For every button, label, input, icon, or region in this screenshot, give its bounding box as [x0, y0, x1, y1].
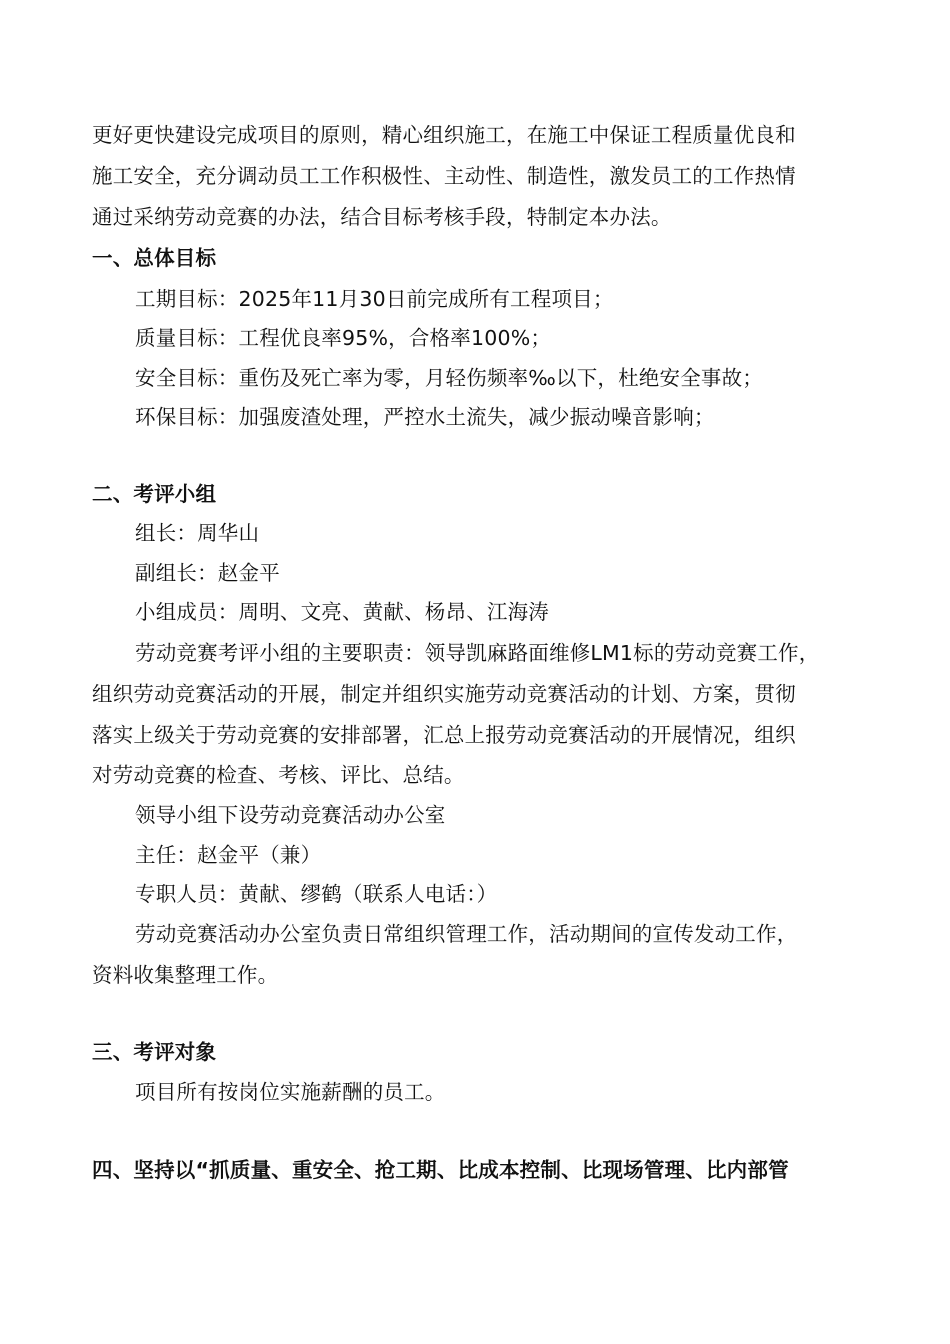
section3-heading: 三、考评对象	[92, 1040, 217, 1064]
section4-heading: 四、坚持以“抓质量、重安全、抢工期、比成本控制、比现场管理、比内部管	[92, 1158, 789, 1182]
office-staff: 专职人员：黄献、缪鹤（联系人电话：）	[135, 882, 498, 906]
group-leader: 组长：周华山	[135, 521, 260, 545]
environment-target: 环保目标：加强废渣处理，严控水土流失，减少振动噪音影响；	[135, 405, 715, 429]
intro-line-3: 通过采纳劳动竞赛的办法，结合目标考核手段，特制定本办法。	[92, 205, 672, 229]
office-line: 领导小组下设劳动竞赛活动办公室	[135, 803, 446, 827]
duty-line-3: 落实上级关于劳动竞赛的安排部署，汇总上报劳动竞赛活动的开展情况，组织	[92, 723, 796, 747]
duty-line-4: 对劳动竞赛的检查、考核、评比、总结。	[92, 763, 465, 787]
assessment-target-text: 项目所有按岗位实施薪酬的员工。	[135, 1080, 446, 1104]
duty-line-1: 劳动竞赛考评小组的主要职责：领导凯麻路面维修LM1标的劳动竞赛工作，	[135, 641, 820, 665]
intro-line-1: 更好更快建设完成项目的原则，精心组织施工，在施工中保证工程质量优良和	[92, 123, 796, 147]
schedule-target: 工期目标：2025年11月30日前完成所有工程项目；	[135, 287, 614, 311]
deputy-leader: 副组长：赵金平	[135, 561, 280, 585]
section1-heading: 一、总体目标	[92, 246, 217, 270]
duty-line-2: 组织劳动竞赛活动的开展，制定并组织实施劳动竞赛活动的计划、方案，贯彻	[92, 682, 796, 706]
quality-target: 质量目标：工程优良率95%，合格率100%；	[135, 326, 552, 350]
office-duty-line-2: 资料收集整理工作。	[92, 963, 279, 987]
group-members: 小组成员：周明、文亮、黄献、杨昂、江海涛	[135, 600, 549, 624]
safety-target: 安全目标：重伤及死亡率为零，月轻伤频率‰以下，杜绝安全事故；	[135, 366, 764, 390]
office-duty-line-1: 劳动竞赛活动办公室负责日常组织管理工作，活动期间的宣传发动工作，	[135, 922, 798, 946]
intro-line-2: 施工安全，充分调动员工工作积极性、主动性、制造性，激发员工的工作热情	[92, 164, 796, 188]
office-director: 主任：赵金平（兼）	[135, 843, 322, 867]
section2-heading: 二、考评小组	[92, 482, 217, 506]
